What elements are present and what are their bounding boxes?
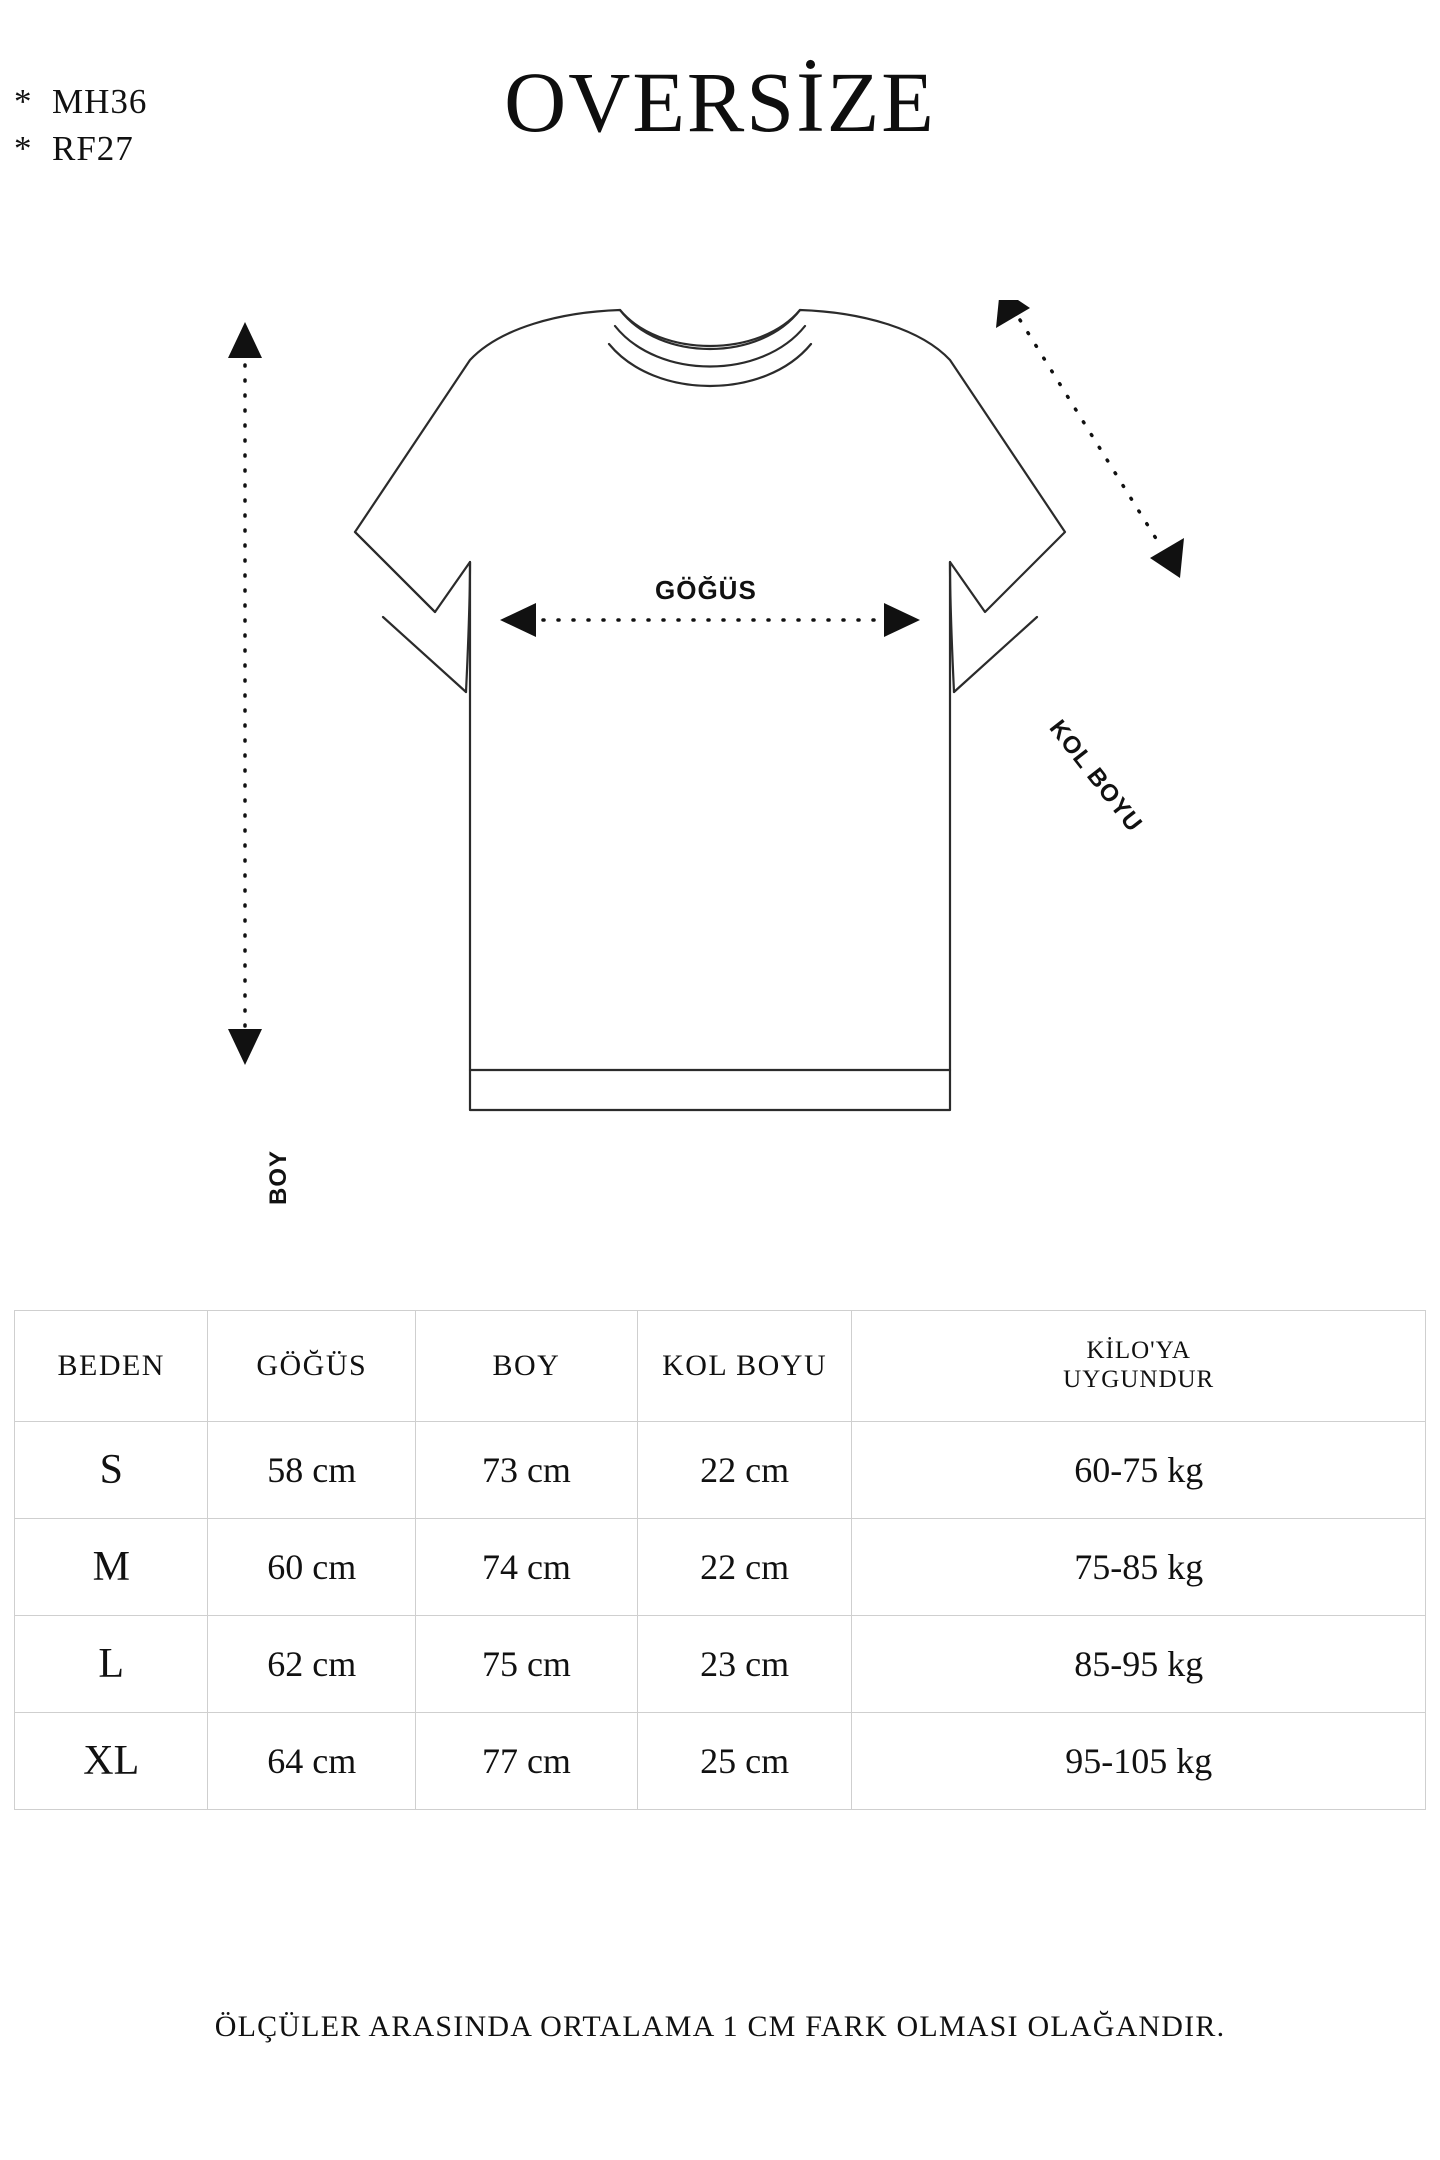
column-header-kilo (852, 1311, 1426, 1422)
cell-gogus: 62 cm (208, 1616, 416, 1713)
cell-beden: M (15, 1519, 208, 1616)
size-table-container (14, 1310, 1426, 1810)
sleeve-arrow (1020, 320, 1160, 545)
chest-arrow-left-head (500, 603, 536, 637)
size-table-body (15, 1422, 1426, 1810)
chest-arrow-right-head (884, 603, 920, 637)
chest-measure-label: GÖĞÜS (655, 575, 757, 605)
cell-kol: 22 cm (637, 1422, 852, 1519)
size-table (14, 1310, 1426, 1810)
cell-beden: S (15, 1422, 208, 1519)
table-row (15, 1519, 1426, 1616)
footnote-text: ÖLÇÜLER ARASINDA ORTALAMA 1 CM FARK OLMASI OLAĞANDIR. (214, 2010, 1226, 2043)
cell-boy: 75 cm (416, 1616, 638, 1713)
column-header-gogus: GÖĞÜS (208, 1311, 416, 1422)
table-header-row (15, 1311, 1426, 1422)
table-row (15, 1422, 1426, 1519)
cell-kol: 23 cm (637, 1616, 852, 1713)
cell-gogus: 60 cm (208, 1519, 416, 1616)
column-header-boy: BOY (416, 1311, 638, 1422)
cell-kilo: 95-105 kg (852, 1713, 1426, 1810)
cell-beden: XL (15, 1713, 208, 1810)
tshirt-diagram (0, 300, 1440, 1230)
column-header-kol-boyu: KOL BOYU (637, 1311, 852, 1422)
kilo-header-line2: UYGUNDUR (1063, 1366, 1215, 1393)
table-row (15, 1616, 1426, 1713)
sleeve-arrow-bottom-head (1150, 538, 1184, 578)
product-code-1: * MH36 (14, 82, 148, 121)
length-arrow-bottom-head (228, 1029, 262, 1065)
length-arrow-top-head (228, 322, 262, 358)
sleeve-measure-label: KOL BOYU (1043, 715, 1148, 838)
cell-boy: 74 cm (416, 1519, 638, 1616)
column-header-beden: BEDEN (15, 1311, 208, 1422)
cell-boy: 77 cm (416, 1713, 638, 1810)
cell-boy: 73 cm (416, 1422, 638, 1519)
length-measure-label: BOY (265, 1149, 292, 1205)
sleeve-arrow-top-head (996, 300, 1030, 328)
cell-kol: 25 cm (637, 1713, 852, 1810)
cell-gogus: 58 cm (208, 1422, 416, 1519)
table-row (15, 1713, 1426, 1810)
cell-kilo: 85-95 kg (852, 1616, 1426, 1713)
kilo-header-line1: KİLO'YA (1086, 1337, 1191, 1365)
cell-gogus: 64 cm (208, 1713, 416, 1810)
tshirt-illustration (0, 300, 1440, 1230)
cell-kol: 22 cm (637, 1519, 852, 1616)
cell-kilo: 75-85 kg (852, 1519, 1426, 1616)
page-title: OVERSİZE (504, 54, 936, 150)
cell-kilo: 60-75 kg (852, 1422, 1426, 1519)
cell-beden: L (15, 1616, 208, 1713)
size-table-header (15, 1311, 1426, 1422)
product-code-2: * RF27 (14, 129, 134, 169)
